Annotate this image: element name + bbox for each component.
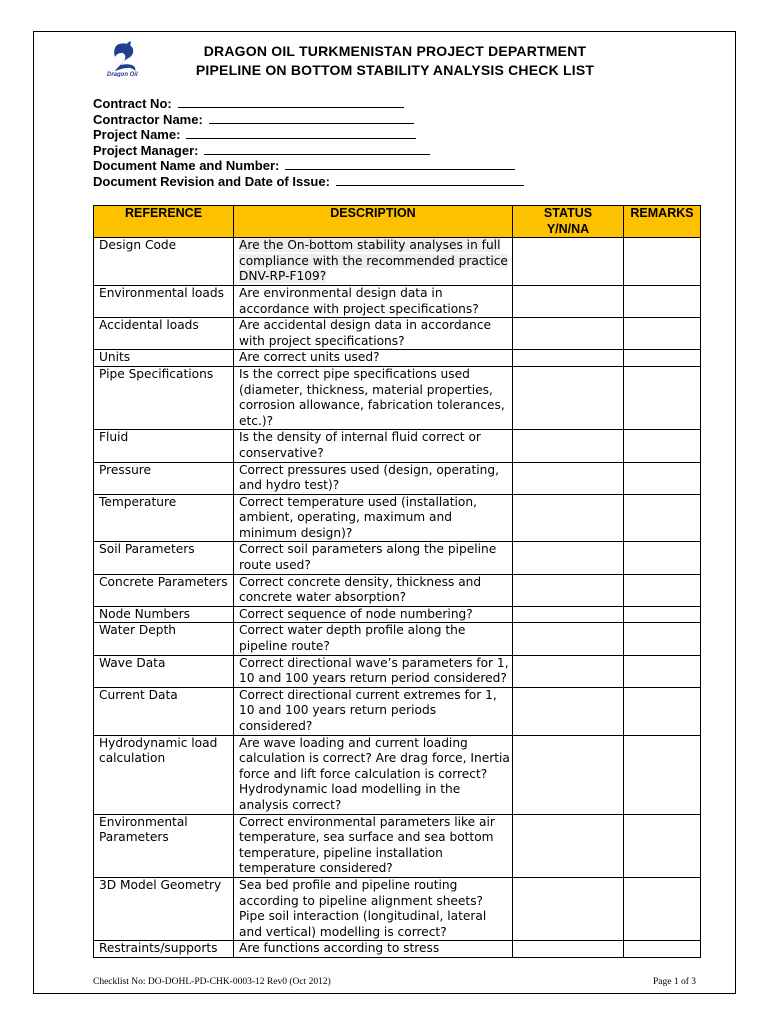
reference-cell: Accidental loads: [94, 318, 234, 350]
reference-cell: Wave Data: [94, 655, 234, 687]
table-row: [94, 318, 701, 350]
reference-cell: Environmental Parameters: [94, 814, 234, 877]
header-reference: REFERENCE: [94, 206, 234, 238]
document-name-number-field: [93, 158, 524, 174]
description-cell: Correct temperature used (installation, ambient, operating, maximum and minimum design)?: [234, 494, 513, 542]
field-label: Contract No:: [93, 96, 172, 111]
table-row: [94, 350, 701, 367]
reference-cell: Design Code: [94, 238, 234, 286]
description-cell: Correct sequence of node numbering?: [234, 606, 513, 623]
reference-cell: Node Numbers: [94, 606, 234, 623]
header-description: DESCRIPTION: [234, 206, 513, 238]
title-line-2: PIPELINE ON BOTTOM STABILITY ANALYSIS CHECK LIST: [195, 62, 595, 78]
checklist-number: Checklist No: DO-DOHL-PD-CHK-0003-12 Rev0 (Oct 2012): [93, 977, 331, 987]
remarks-cell[interactable]: [624, 462, 701, 494]
status-cell[interactable]: [513, 350, 624, 367]
description-cell: Correct concrete density, thickness and concrete water absorption?: [234, 574, 513, 606]
document-title: [160, 42, 630, 80]
status-cell[interactable]: [513, 877, 624, 940]
reference-cell: Current Data: [94, 687, 234, 735]
table-row: [94, 238, 701, 286]
status-cell[interactable]: [513, 941, 624, 958]
field-label: Document Revision and Date of Issue:: [93, 173, 330, 189]
table-row: [94, 542, 701, 574]
remarks-cell[interactable]: [624, 350, 701, 367]
description-cell: Are wave loading and current loading calculation is correct? Are drag force, Inertia force and lift force calculation is correct? Hydrodynamic load modelling in the analysis correct?: [234, 735, 513, 814]
table-row: [94, 574, 701, 606]
blank-line: [178, 97, 404, 108]
status-cell[interactable]: [513, 735, 624, 814]
remarks-cell[interactable]: [624, 687, 701, 735]
reference-cell: 3D Model Geometry: [94, 877, 234, 940]
description-cell: Correct pressures used (design, operating, and hydro test)?: [234, 462, 513, 494]
description-cell: Is the correct pipe specifications used (diameter, thickness, material properties, corrosion allowance, fabrication tolerances, etc.)?: [234, 366, 513, 429]
table-row: [94, 462, 701, 494]
reference-cell: Environmental loads: [94, 285, 234, 317]
status-cell[interactable]: [513, 238, 624, 286]
remarks-cell[interactable]: [624, 318, 701, 350]
table-row: [94, 877, 701, 940]
description-cell: Correct directional current extremes for 1, 10 and 100 years return periods considered?: [234, 687, 513, 735]
project-info-fields: [93, 96, 524, 190]
header-remarks: REMARKS: [624, 206, 701, 238]
field-label: Document Name and Number:: [93, 158, 280, 174]
description-cell: Is the density of internal fluid correct or conservative?: [234, 430, 513, 462]
description-cell: Correct water depth profile along the pipeline route?: [234, 623, 513, 655]
checklist-table: [93, 205, 701, 958]
header-status: STATUS Y/N/NA: [513, 206, 624, 238]
status-cell[interactable]: [513, 366, 624, 429]
project-name-field: [93, 127, 524, 143]
status-cell[interactable]: [513, 462, 624, 494]
description-cell: Are correct units used?: [234, 350, 513, 367]
remarks-cell[interactable]: [624, 238, 701, 286]
remarks-cell[interactable]: [624, 285, 701, 317]
document-revision-date-field: [93, 174, 524, 190]
field-label: Project Name:: [93, 127, 181, 143]
remarks-cell[interactable]: [624, 430, 701, 462]
title-line-1: DRAGON OIL TURKMENISTAN PROJECT DEPARTMENT: [203, 43, 587, 59]
status-cell[interactable]: [513, 623, 624, 655]
table-row: [94, 430, 701, 462]
description-cell: Sea bed profile and pipeline routing according to pipeline alignment sheets? Pipe soil interaction (longitudinal, lateral and vertical) modelling is correct?: [234, 877, 513, 940]
table-row: [94, 494, 701, 542]
reference-cell: Hydrodynamic load calculation: [94, 735, 234, 814]
blank-line: [336, 175, 524, 186]
table-row: [94, 623, 701, 655]
status-cell[interactable]: [513, 318, 624, 350]
description-text: Are the On-bottom stability analyses in full compliance with the recommended practice DNV-RP-F109?: [239, 238, 508, 284]
remarks-cell[interactable]: [624, 366, 701, 429]
remarks-cell[interactable]: [624, 623, 701, 655]
remarks-cell[interactable]: [624, 494, 701, 542]
description-cell: [234, 238, 513, 286]
status-cell[interactable]: [513, 814, 624, 877]
dragon-oil-logo: [103, 41, 147, 77]
status-cell[interactable]: [513, 687, 624, 735]
table-row: [94, 687, 701, 735]
description-cell: Are environmental design data in accordance with project specifications?: [234, 285, 513, 317]
reference-cell: Pipe Specifications: [94, 366, 234, 429]
blank-line: [204, 144, 430, 155]
reference-cell: Pressure: [94, 462, 234, 494]
status-cell[interactable]: [513, 430, 624, 462]
remarks-cell[interactable]: [624, 542, 701, 574]
description-cell: Correct soil parameters along the pipeline route used?: [234, 542, 513, 574]
page-number: Page 1 of 3: [652, 977, 696, 987]
reference-cell: Concrete Parameters: [94, 574, 234, 606]
status-cell[interactable]: [513, 606, 624, 623]
reference-cell: Temperature: [94, 494, 234, 542]
status-cell[interactable]: [513, 494, 624, 542]
table-header-row: [94, 206, 701, 238]
status-cell[interactable]: [513, 542, 624, 574]
blank-line: [285, 159, 515, 170]
remarks-cell[interactable]: [624, 941, 701, 958]
remarks-cell[interactable]: [624, 655, 701, 687]
description-cell: Correct environmental parameters like air temperature, sea surface and sea bottom temperature, pipeline installation temperature considered?: [234, 814, 513, 877]
status-cell[interactable]: [513, 655, 624, 687]
description-cell: Correct directional wave’s parameters for 1, 10 and 100 years return period considered?: [234, 655, 513, 687]
table-row: [94, 606, 701, 623]
field-label: Contractor Name:: [93, 111, 203, 127]
table-row: [94, 735, 701, 814]
remarks-cell[interactable]: [624, 877, 701, 940]
reference-cell: Restraints/supports: [94, 941, 234, 958]
remarks-cell[interactable]: [624, 574, 701, 606]
project-manager-field: [93, 143, 524, 159]
remarks-cell[interactable]: [624, 735, 701, 814]
contract-no-field: [93, 96, 524, 112]
remarks-cell[interactable]: [624, 814, 701, 877]
table-row: [94, 366, 701, 429]
reference-cell: Fluid: [94, 430, 234, 462]
remarks-cell[interactable]: [624, 606, 701, 623]
reference-cell: Soil Parameters: [94, 542, 234, 574]
table-row: [94, 814, 701, 877]
table-row: [94, 655, 701, 687]
description-cell: Are accidental design data in accordance with project specifications?: [234, 318, 513, 350]
reference-cell: Water Depth: [94, 623, 234, 655]
status-cell[interactable]: [513, 574, 624, 606]
table-row: [94, 285, 701, 317]
contractor-name-field: [93, 112, 524, 128]
reference-cell: Units: [94, 350, 234, 367]
field-label: Project Manager:: [93, 142, 199, 158]
blank-line: [186, 128, 416, 139]
status-cell[interactable]: [513, 285, 624, 317]
blank-line: [209, 113, 414, 124]
svg-text:Dragon Oil: Dragon Oil: [107, 72, 138, 77]
table-row: [94, 941, 701, 958]
description-cell: Are functions according to stress: [234, 941, 513, 958]
